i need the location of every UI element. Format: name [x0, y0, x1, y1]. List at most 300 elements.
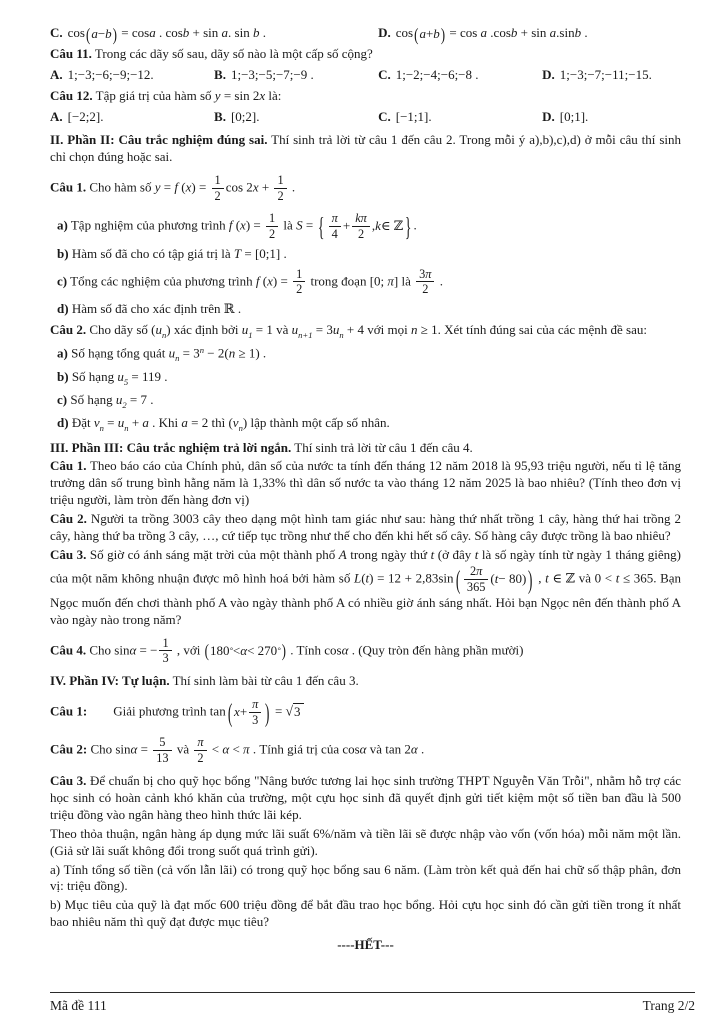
text-run: = — [103, 414, 118, 430]
paragraph — [50, 301, 681, 318]
text-run: = 1 và — [252, 322, 292, 338]
text-run: b — [433, 25, 440, 41]
text-run: Câu 3. — [50, 546, 87, 562]
fraction-numerator — [352, 212, 370, 227]
text-run: u — [117, 414, 125, 430]
paragraph — [50, 547, 681, 629]
text-run: 2 — [214, 188, 221, 203]
option-label: A. — [50, 67, 63, 83]
text-run: ) = 12 + 2,83sin — [369, 570, 454, 586]
text-run: n — [238, 422, 243, 433]
text-run: ∈ ℤ — [380, 217, 404, 233]
bracket-body — [327, 211, 404, 242]
text-run: 3 — [419, 266, 426, 281]
bracket-group — [454, 564, 535, 595]
paragraph — [50, 636, 681, 667]
fraction-denominator — [352, 227, 370, 241]
text-run: (ở đây — [434, 546, 475, 562]
text-run: b — [510, 25, 518, 40]
text-run: b — [252, 25, 260, 40]
text-run: Hàm số đã cho xác định trên ℝ . — [68, 301, 242, 317]
fraction-denominator — [329, 227, 341, 241]
text-run: Hàm số đã cho có tập giá trị là — [68, 245, 234, 261]
text-run: v — [93, 414, 100, 430]
text-run: cos 2 — [225, 179, 253, 195]
text-run: và — [173, 741, 193, 757]
text-run: t — [494, 570, 499, 586]
fraction-numerator — [159, 637, 171, 652]
close-delimiter: ) — [440, 23, 446, 45]
text-run: 1 — [214, 172, 221, 187]
text-run: + sin — [517, 25, 550, 40]
text-run: 5 — [123, 376, 129, 387]
text-run: a — [419, 25, 426, 41]
text-run: π — [425, 266, 432, 281]
text-run: trong đoạn [0; — [307, 272, 388, 288]
bracket-group — [413, 23, 446, 45]
text-run: 3 — [252, 713, 259, 728]
option-item — [214, 109, 378, 126]
option-item — [378, 67, 542, 84]
paragraph — [50, 697, 681, 728]
text-run: b — [574, 25, 582, 40]
text-run: b) Mục tiêu của quỹ là đạt mốc 600 triệu đồng để bắt đầu trao học bổng. Hỏi cựu học sinh đó cần gửi tiền trong ít nhất bao nhiêu năm thì quỹ đạt được mục tiêu? — [50, 897, 681, 930]
text-run: Cho dãy số ( — [86, 322, 156, 338]
text-run: Người ta trồng 3003 cây theo dạng một hình tam giác như sau: hàng thứ nhất trồng 1 cây, hàng thứ hai trồng 2 cây, hàng thứ ba trồng 3 cây, …, cứ tiếp tục trồng như thế cho đến khi hết số cây. Số hàng cây được trồng là bao nhiêu? — [50, 511, 681, 544]
option-text — [68, 67, 154, 84]
fraction — [266, 212, 278, 241]
text-run: Câu 2. — [50, 511, 87, 527]
text-run: u — [115, 391, 123, 407]
text-run: a — [221, 25, 229, 40]
text-run: ----HẾT--- — [337, 937, 394, 953]
text-run: α — [130, 741, 138, 757]
option-item — [378, 23, 681, 45]
fraction — [352, 212, 370, 241]
option-text — [67, 23, 266, 45]
text-run: + — [128, 414, 143, 430]
text-run: Câu 12. — [50, 88, 93, 104]
text-run: a — [149, 25, 156, 40]
text-run: Tập giá trị của hàm số — [92, 88, 215, 104]
exam-content — [50, 21, 681, 959]
text-run: π — [252, 697, 259, 712]
text-run: 2 — [269, 226, 276, 241]
text-run: Theo thỏa thuận, ngân hàng áp dụng mức lãi suất 6%/năm và tiền lãi sẽ được nhập vào vốn (vốn hóa) mỗi năm một lần. (Giả sử lãi suất không đổi trong suốt quá trình gửi). — [50, 825, 681, 858]
text-run: x — [267, 272, 273, 288]
text-run: ) = — [272, 272, 292, 288]
text-run: Trong các dãy số sau, dãy số nào là một cấp số cộng? — [91, 46, 373, 62]
text-run: L — [353, 570, 362, 586]
text-run: α — [359, 741, 367, 757]
open-delimiter: ( — [227, 697, 233, 729]
text-run: 2 — [197, 751, 204, 766]
fraction — [329, 212, 341, 241]
text-run: Để chuẩn bị cho quỹ học bổng "Nâng bước tương lai học sinh trường THPT Nguyễn Văn Trỗi", nhằm hỗ trợ các học sinh có hoàn cảnh khó khăn của trường, một cựu học sinh đã quyết định gửi tiết kiệm một số tiền ban đầu là 500 triệu đồng vào ngân hàng theo hình thức lãi kép. — [50, 773, 682, 822]
text-run: c) — [57, 391, 68, 407]
option-item — [50, 67, 214, 84]
option-text — [68, 109, 104, 126]
text-run: [−1;1]. — [395, 109, 432, 125]
open-delimiter: { — [318, 210, 325, 242]
fraction — [416, 268, 434, 297]
text-run: là: — [265, 88, 282, 104]
fraction — [212, 174, 224, 203]
text-run: < — [229, 741, 244, 757]
text-run: .sin — [556, 25, 575, 40]
text-run: 1;−3;−7;−11;−15. — [559, 67, 652, 83]
text-run: 2 — [122, 399, 127, 410]
text-run: ≤ 365. Bạn Ngọc muốn đến chơi thành phố A vào ngày thành phố A có nhiều giờ ánh sáng nhất. Hỏi bạn Ngọc nên đến thành phố A vào ngày nào trong năm? — [50, 570, 682, 627]
text-run: . sin — [228, 25, 253, 40]
text-run: α — [222, 741, 230, 757]
text-run: + sin — [189, 25, 222, 40]
text-run: . — [417, 741, 425, 757]
text-run: b) — [57, 368, 69, 384]
bracket-group — [316, 211, 413, 242]
text-run: 1 — [296, 266, 303, 281]
bracket-group — [204, 640, 287, 662]
text-run: − 2( — [204, 345, 229, 361]
text-run: < 270 — [247, 642, 278, 658]
exam-code: Mã đề 111 — [50, 998, 107, 1013]
fraction-denominator — [249, 713, 261, 727]
text-run: ( — [178, 179, 186, 195]
text-run: = − — [136, 641, 158, 657]
fraction — [194, 736, 206, 765]
text-run: Thí sinh trả lời từ câu 1 đến câu 4. — [291, 439, 473, 455]
fraction-denominator — [153, 751, 171, 765]
paragraph — [50, 897, 681, 931]
bracket-body — [419, 26, 439, 43]
text-run: III. Phần III: Câu trắc nghiệm trả lời ngắn. — [50, 439, 292, 455]
option-text — [560, 67, 652, 84]
text-run: cos — [395, 25, 414, 40]
text-run: Câu 2: — [50, 741, 88, 757]
text-run: t — [545, 570, 549, 586]
text-run: − 80) — [498, 570, 527, 586]
text-run: 1;−3;−5;−7;−9 . — [230, 67, 314, 83]
text-run: kπ — [355, 210, 367, 225]
fraction-denominator — [464, 580, 489, 594]
text-run: . Tính cos — [286, 641, 342, 657]
text-run: Giải phương trình tan — [87, 703, 226, 719]
text-run: a) Tính tổng số tiền (cả vốn lẫn lãi) có trong quỹ học bổng sau 6 năm. (Làm tròn kết quả đến hai chữ số thập phân, đơn vị: triệu đồng). — [50, 861, 681, 894]
open-delimiter: ( — [204, 640, 209, 662]
text-run: là — [280, 217, 297, 233]
paragraph — [50, 267, 681, 298]
text-run: u — [241, 322, 249, 338]
bracket-body — [234, 697, 263, 728]
bracket-group — [226, 697, 272, 728]
text-run: = 7 . — [126, 391, 154, 407]
text-run: < — [232, 642, 241, 658]
text-run: = 3 — [312, 322, 333, 338]
options-row — [50, 67, 681, 84]
radicand — [293, 703, 304, 719]
text-run: ( — [490, 570, 495, 586]
text-run: = cos — [118, 25, 150, 40]
fraction-denominator — [212, 189, 224, 203]
fraction-numerator — [329, 212, 341, 227]
fraction-numerator — [249, 698, 261, 713]
text-run: α — [410, 741, 418, 757]
text-run: b — [182, 25, 190, 40]
text-run: + — [239, 704, 248, 720]
text-run: ( — [361, 570, 366, 586]
radical-sign: √ — [285, 703, 294, 719]
option-label: B. — [214, 109, 226, 125]
close-delimiter: ) — [112, 23, 118, 45]
text-run: Cho sin — [87, 741, 131, 757]
text-run: 2 — [296, 282, 303, 297]
text-run: = 2 thì ( — [187, 414, 233, 430]
text-run: + — [425, 25, 434, 41]
fraction-numerator — [212, 174, 224, 189]
open-delimiter: ( — [414, 23, 419, 45]
options-row — [50, 23, 681, 45]
text-run: trong ngày thứ — [346, 546, 431, 562]
text-run: n — [99, 422, 104, 433]
text-run: x — [234, 704, 240, 720]
text-run: = 119 . — [128, 368, 168, 384]
text-run: ) lập thành một cấp số nhân. — [242, 414, 390, 430]
text-run: A — [338, 546, 347, 562]
text-run: 1 — [277, 172, 284, 187]
open-delimiter: ( — [455, 563, 460, 595]
text-run: 365 — [466, 579, 486, 594]
text-run: ( — [259, 272, 268, 288]
text-run: t — [365, 570, 370, 586]
text-run: f — [255, 272, 260, 288]
paragraph — [50, 46, 681, 63]
fraction — [464, 565, 489, 594]
text-run: n — [410, 322, 418, 338]
text-run: Tập nghiệm của phương trình — [67, 217, 229, 233]
paragraph — [50, 826, 681, 860]
bracket-body — [91, 26, 111, 43]
bracket-body — [210, 643, 281, 660]
paragraph — [50, 132, 681, 166]
text-run: II. Phần II: Câu trắc nghiệm đúng sai. — [50, 132, 268, 148]
text-run: Câu 2. — [50, 322, 87, 338]
text-run: a — [91, 25, 98, 41]
text-run: [0;1]. — [559, 109, 589, 125]
fraction-denominator — [416, 282, 434, 296]
text-run: n+1 — [298, 330, 313, 341]
text-run: n — [161, 330, 167, 341]
text-run: ∈ ℤ và 0 < — [548, 570, 616, 586]
text-run: π — [197, 735, 204, 750]
text-run: u — [117, 368, 124, 384]
fraction-numerator — [194, 736, 206, 751]
text-run: Câu 11. — [50, 46, 92, 62]
fraction-numerator — [266, 212, 278, 227]
text-run: [−2;2]. — [67, 109, 104, 125]
text-run: ) = — [245, 217, 264, 233]
paragraph — [50, 673, 681, 690]
text-run: = sin 2 — [220, 88, 260, 104]
text-run: 2 — [357, 226, 365, 241]
option-item — [50, 23, 378, 45]
text-run: f — [174, 179, 178, 195]
fraction — [159, 637, 171, 666]
paragraph — [50, 511, 681, 545]
bracket-group — [85, 23, 118, 45]
option-item — [50, 109, 214, 126]
text-run: 4 — [331, 226, 338, 241]
text-run: .cos — [487, 25, 511, 40]
text-run: n — [339, 330, 344, 341]
text-run: Số hạng — [67, 391, 116, 407]
text-run: Thí sinh trả lời từ câu 1 đến câu 2. Trong mỗi ý a),b),c),d) ở mỗi câu thí sinh chỉ chọn đúng hoặc sai. — [50, 132, 681, 164]
fraction-numerator — [464, 565, 489, 580]
text-run: 2 — [469, 563, 477, 578]
text-run: Số hạng tổng quát — [67, 345, 169, 361]
text-run: Số giờ có ánh sáng mặt trời của một thành phố — [86, 546, 339, 562]
text-run: , — [534, 570, 546, 586]
option-item — [214, 67, 378, 84]
text-run: a) — [57, 217, 68, 233]
text-run: . — [288, 179, 296, 195]
option-label: D. — [542, 67, 555, 83]
option-item — [542, 109, 681, 126]
text-run: u — [332, 322, 340, 338]
paragraph — [50, 862, 681, 896]
text-run: ) = — [191, 179, 210, 195]
text-run: a — [142, 414, 149, 430]
text-run: . cos — [155, 25, 183, 40]
fraction — [293, 268, 305, 297]
text-run: ° — [229, 645, 233, 656]
fraction — [153, 736, 171, 765]
text-run: T — [233, 245, 242, 261]
paragraph — [50, 211, 681, 242]
option-text — [231, 67, 314, 84]
text-run: [0;2]. — [230, 109, 260, 125]
text-run: f — [228, 217, 233, 233]
text-run: Cho hàm số — [86, 179, 155, 195]
text-run: Câu 3. — [50, 773, 87, 789]
paragraph — [50, 735, 681, 766]
option-text — [395, 23, 588, 45]
text-run: x — [259, 88, 266, 104]
text-run: π — [331, 210, 338, 225]
page-number: Trang 2/2 — [642, 998, 695, 1013]
text-run: α — [129, 641, 137, 657]
fraction-denominator — [194, 751, 206, 765]
text-run: ) xác định bởi — [166, 322, 242, 338]
text-run: 2 — [277, 188, 284, 203]
text-run: d) — [57, 301, 69, 317]
option-text — [396, 67, 479, 84]
text-run: + — [258, 179, 273, 195]
text-run: a — [181, 414, 188, 430]
close-delimiter: ) — [281, 640, 286, 662]
option-item — [542, 67, 681, 84]
text-run: − — [97, 25, 106, 41]
text-run: cos — [67, 25, 85, 40]
option-label: B. — [214, 67, 226, 83]
text-run: + 4 với mọi — [343, 322, 411, 338]
paragraph — [50, 322, 681, 341]
text-run: 13 — [156, 751, 169, 766]
text-run: k — [375, 217, 381, 233]
text-run: = 3 — [179, 345, 200, 361]
text-run: . (Quy tròn đến hàng phần mười) — [348, 641, 524, 657]
bracket-body — [462, 564, 526, 595]
paragraph — [50, 458, 681, 509]
fraction-denominator — [274, 189, 286, 203]
text-run: α — [240, 642, 248, 658]
text-run: t — [615, 570, 620, 586]
text-run: n — [199, 345, 205, 356]
option-label: C. — [50, 25, 63, 41]
text-run: 1 — [248, 330, 253, 341]
text-run: 2 — [422, 282, 429, 297]
paragraph — [50, 345, 681, 364]
text-run: y — [154, 179, 161, 195]
text-run: Câu 4. — [50, 641, 87, 657]
text-run: u — [155, 322, 162, 338]
square-root — [286, 703, 304, 719]
text-run: π — [387, 272, 394, 288]
paragraph — [50, 773, 681, 824]
text-run: . Khi — [148, 414, 182, 430]
option-label: D. — [542, 109, 555, 125]
text-run: 3 — [294, 703, 301, 719]
text-run: là số ngày tính từ ngày 1 tháng giêng) của một năm không nhuận được mô hình hoá bởi hàm số — [50, 546, 681, 586]
text-run: Tổng các nghiệm của phương trình — [67, 272, 256, 288]
options-row — [50, 109, 681, 126]
text-run: ] là — [393, 272, 415, 288]
text-run: ≥ 1) . — [235, 345, 267, 361]
text-run: t — [430, 546, 435, 562]
text-run: ° — [277, 645, 281, 656]
text-run: ( — [232, 217, 241, 233]
text-run: = cos — [446, 25, 481, 40]
text-run: u — [168, 345, 176, 361]
fraction-numerator — [274, 174, 286, 189]
fraction-denominator — [159, 651, 171, 665]
text-run: n — [228, 345, 236, 361]
close-delimiter: } — [405, 210, 412, 242]
text-run: . — [413, 217, 417, 233]
fraction — [274, 174, 286, 203]
text-run: + — [342, 217, 351, 233]
text-run: Thí sinh làm bài từ câu 1 đến câu 3. — [169, 673, 359, 689]
text-run: ≥ 1. Xét tính đúng sai của các mệnh đề sau: — [417, 322, 647, 338]
text-run: Đặt — [68, 414, 94, 430]
text-run: = — [302, 217, 317, 233]
fraction-numerator — [293, 268, 305, 283]
text-run: . Tính giá trị của cos — [249, 741, 360, 757]
text-run: 1 — [269, 210, 276, 225]
text-run: α — [341, 641, 349, 657]
option-item — [378, 109, 542, 126]
paragraph — [50, 246, 681, 263]
text-run: Câu 1: — [50, 703, 88, 719]
option-label: C. — [378, 67, 391, 83]
close-delimiter: ) — [265, 697, 270, 729]
option-label: C. — [378, 109, 391, 125]
text-run: < — [208, 741, 223, 757]
text-run: Cho sin — [86, 641, 130, 657]
text-run: = — [137, 741, 152, 757]
text-run: b — [105, 25, 112, 41]
option-text — [231, 109, 260, 126]
text-run: d) — [57, 414, 69, 430]
